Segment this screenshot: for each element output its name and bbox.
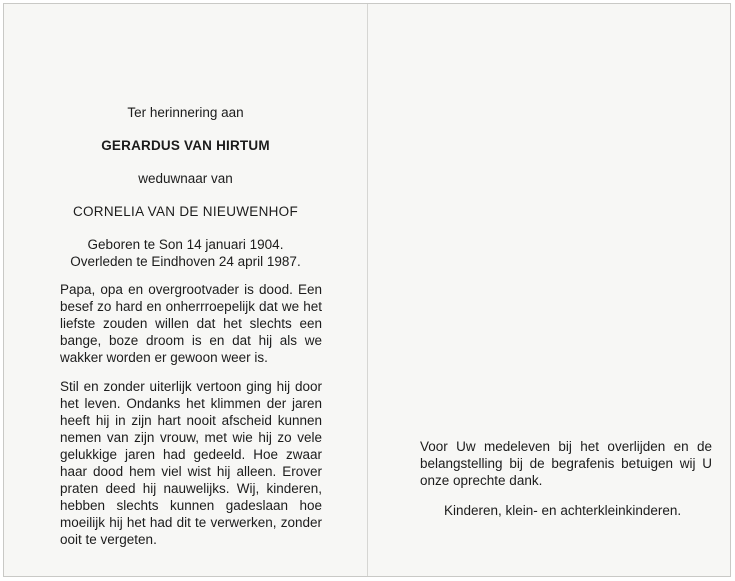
right-panel bbox=[368, 4, 730, 576]
paragraph-2-text: Stil en zonder uiterlijk vertoon ging hij door het leven. Ondanks het klimmen der jaren heeft hij in zijn hart nooit afscheid kunnen nemen van zijn vrouw, met wie hij zo vele gelukkige jaren had gedeeld. Hoe zwaar haar dood hem viel wist hij alleen. Erover praten deed hij nauwelijks. Wij, kinderen, hebben slechts kunnen gadeslaan hoe moeilijk hij het had dit te verwerken, zonder ooit te vergeten. bbox=[60, 379, 322, 547]
memorial-paragraph-1 bbox=[60, 281, 322, 366]
memorial-card bbox=[3, 3, 731, 577]
life-dates bbox=[4, 236, 367, 270]
memorial-paragraph-2 bbox=[60, 378, 322, 548]
left-panel bbox=[4, 4, 367, 576]
intro-text: Ter herinnering aan bbox=[127, 105, 244, 120]
family-signature: Kinderen, klein- en achterkleinkinderen. bbox=[444, 503, 682, 518]
birth-date-text: Geboren te Son 14 januari 1904. bbox=[87, 237, 284, 252]
spouse-name: CORNELIA VAN DE NIEUWENHOF bbox=[72, 204, 299, 219]
memorial-heading bbox=[4, 104, 367, 270]
deceased-name: GERARDUS VAN HIRTUM bbox=[101, 138, 270, 153]
thanks-text: Voor Uw medeleven bij het overlijden en de belangstelling bij de begrafenis betuigen wij U onze oprechte dank. bbox=[420, 439, 712, 488]
relation-text: weduwnaar van bbox=[138, 171, 233, 186]
death-date-text: Overleden te Eindhoven 24 april 1987. bbox=[70, 254, 301, 269]
thanks-message bbox=[420, 438, 712, 489]
paragraph-1-text: Papa, opa en overgrootvader is dood. Een besef zo hard en onherrroepelijk dat we het liefste zouden willen dat het slechts een bange, boze droom is en dat hij als we wakker worden er gewoon weer is. bbox=[60, 282, 322, 365]
